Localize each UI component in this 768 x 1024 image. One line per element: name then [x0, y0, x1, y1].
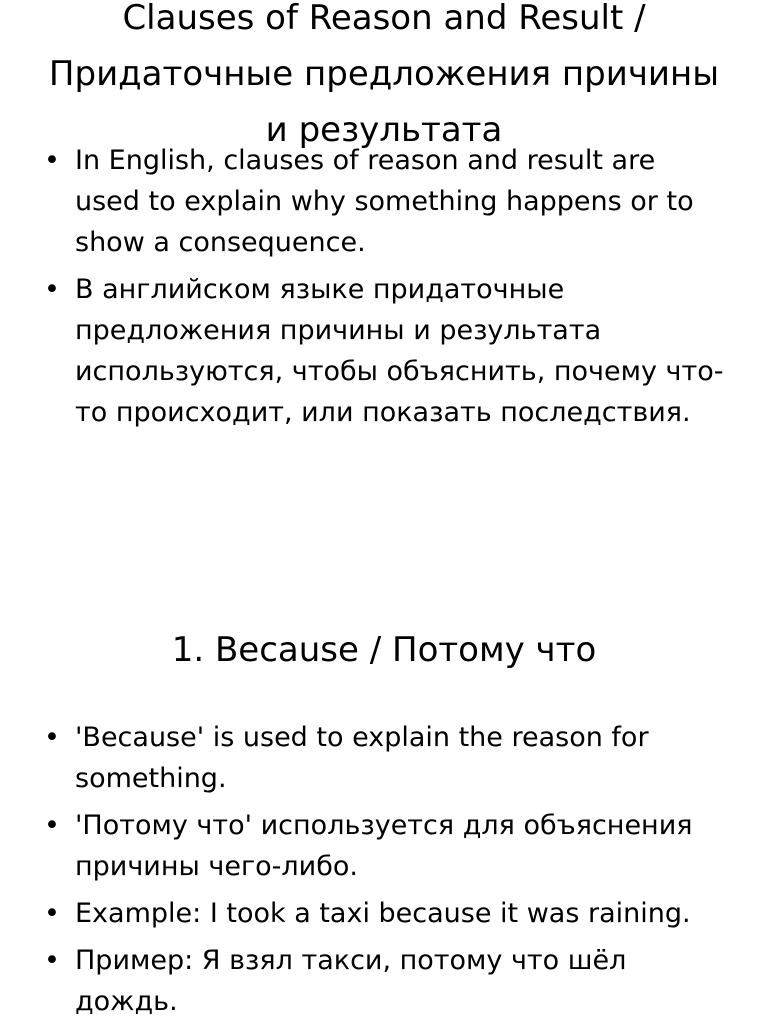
- bullet-list: [44, 140, 724, 439]
- bullet-item: [44, 717, 724, 799]
- bullet-item: [44, 805, 724, 887]
- bullet-icon: •: [44, 722, 60, 753]
- bullet-text: Пример: Я взял такси, потому что шёл дождь.: [75, 945, 627, 1017]
- slide-2: [0, 512, 768, 1024]
- slide-title: Clauses of Reason and Result / Придаточные предложения причины и результата: [48, 0, 720, 150]
- bullet-text: 'Because' is used to explain the reason for something.: [75, 722, 649, 794]
- bullet-icon: •: [44, 945, 60, 976]
- bullet-icon: •: [44, 810, 60, 841]
- bullet-text: Example: I took a taxi because it was raining.: [75, 898, 691, 929]
- bullet-text: In English, clauses of reason and result are used to explain why something happens or to show a consequence.: [75, 145, 694, 258]
- bullet-text: 'Потому что' используется для объяснения причины чего-либо.: [75, 810, 693, 882]
- bullet-icon: •: [44, 898, 60, 929]
- slide-title: 1. Because / Потому что: [171, 630, 597, 670]
- bullet-text: В английском языке придаточные предложения причины и результата используются, чтобы объяснить, почему что-то происходит, или показать последствия.: [75, 274, 724, 428]
- bullet-icon: •: [44, 145, 60, 176]
- bullet-icon: •: [44, 274, 60, 305]
- bullet-item: [44, 940, 724, 1022]
- bullet-item: [44, 269, 724, 433]
- bullet-item: [44, 893, 724, 934]
- bullet-list: [44, 717, 724, 1024]
- bullet-item: [44, 140, 724, 263]
